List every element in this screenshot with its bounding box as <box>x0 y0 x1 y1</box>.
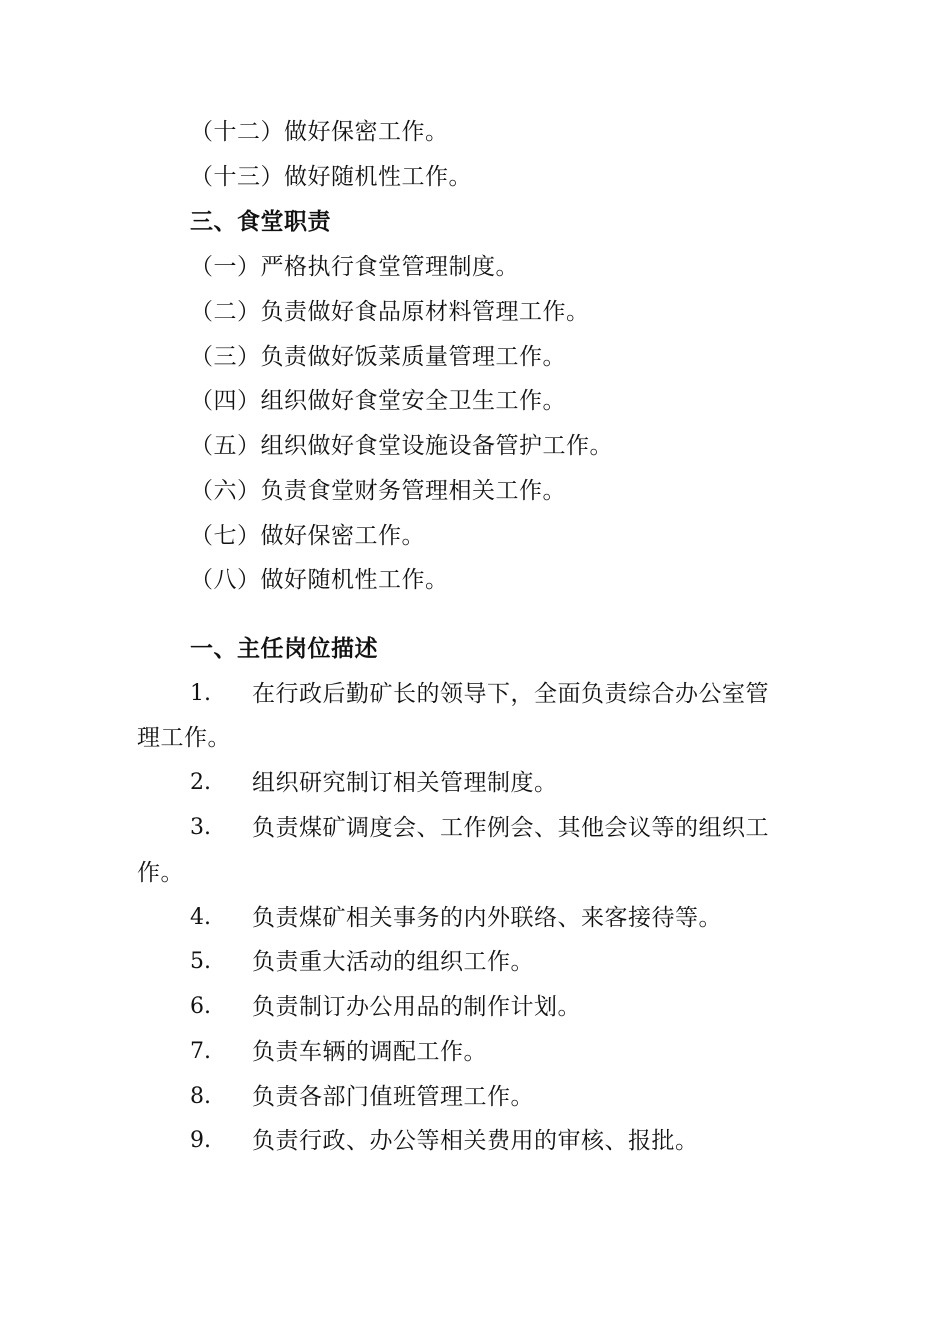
job-description-heading: 一、主任岗位描述 <box>190 636 378 662</box>
job-item-number: 8. <box>190 1084 211 1109</box>
section3-item-8: （八）做好随机性工作。 <box>190 567 449 593</box>
job-item-number: 5. <box>190 949 211 974</box>
job-item-text: 负责重大活动的组织工作。 <box>252 949 534 975</box>
job-item-number: 7. <box>190 1039 211 1064</box>
job-item-text: 在行政后勤矿长的领导下，全面负责综合办公室管 <box>252 681 769 707</box>
job-item-number: 4. <box>190 905 211 930</box>
section3-item-1: （一）严格执行食堂管理制度。 <box>190 254 519 280</box>
section3-item-5: （五）组织做好食堂设施设备管护工作。 <box>190 433 613 459</box>
job-item-continuation: 理工作。 <box>137 725 231 751</box>
job-item-text: 组织研究制订相关管理制度。 <box>252 770 558 796</box>
section3-item-3: （三）负责做好饭菜质量管理工作。 <box>190 344 566 370</box>
job-item-number: 3. <box>190 815 211 840</box>
section2-item-12: （十二）做好保密工作。 <box>190 119 449 145</box>
section3-heading: 三、食堂职责 <box>190 209 331 235</box>
job-item-text: 负责煤矿相关事务的内外联络、来客接待等。 <box>252 905 722 931</box>
job-item-text: 负责行政、办公等相关费用的审核、报批。 <box>252 1128 699 1154</box>
job-item-number: 9. <box>190 1128 211 1153</box>
job-item-text: 负责各部门值班管理工作。 <box>252 1084 534 1110</box>
job-item-continuation: 作。 <box>137 860 184 886</box>
job-item-text: 负责制订办公用品的制作计划。 <box>252 994 581 1020</box>
section3-item-2: （二）负责做好食品原材料管理工作。 <box>190 299 590 325</box>
job-item-number: 6. <box>190 994 211 1019</box>
section2-item-13: （十三）做好随机性工作。 <box>190 164 472 190</box>
job-item-text: 负责车辆的调配工作。 <box>252 1039 487 1065</box>
job-item-number: 1. <box>190 681 211 706</box>
section3-item-4: （四）组织做好食堂安全卫生工作。 <box>190 388 566 414</box>
job-item-number: 2. <box>190 770 211 795</box>
job-item-text: 负责煤矿调度会、工作例会、其他会议等的组织工 <box>252 815 769 841</box>
section3-item-7: （七）做好保密工作。 <box>190 523 425 549</box>
section3-item-6: （六）负责食堂财务管理相关工作。 <box>190 478 566 504</box>
